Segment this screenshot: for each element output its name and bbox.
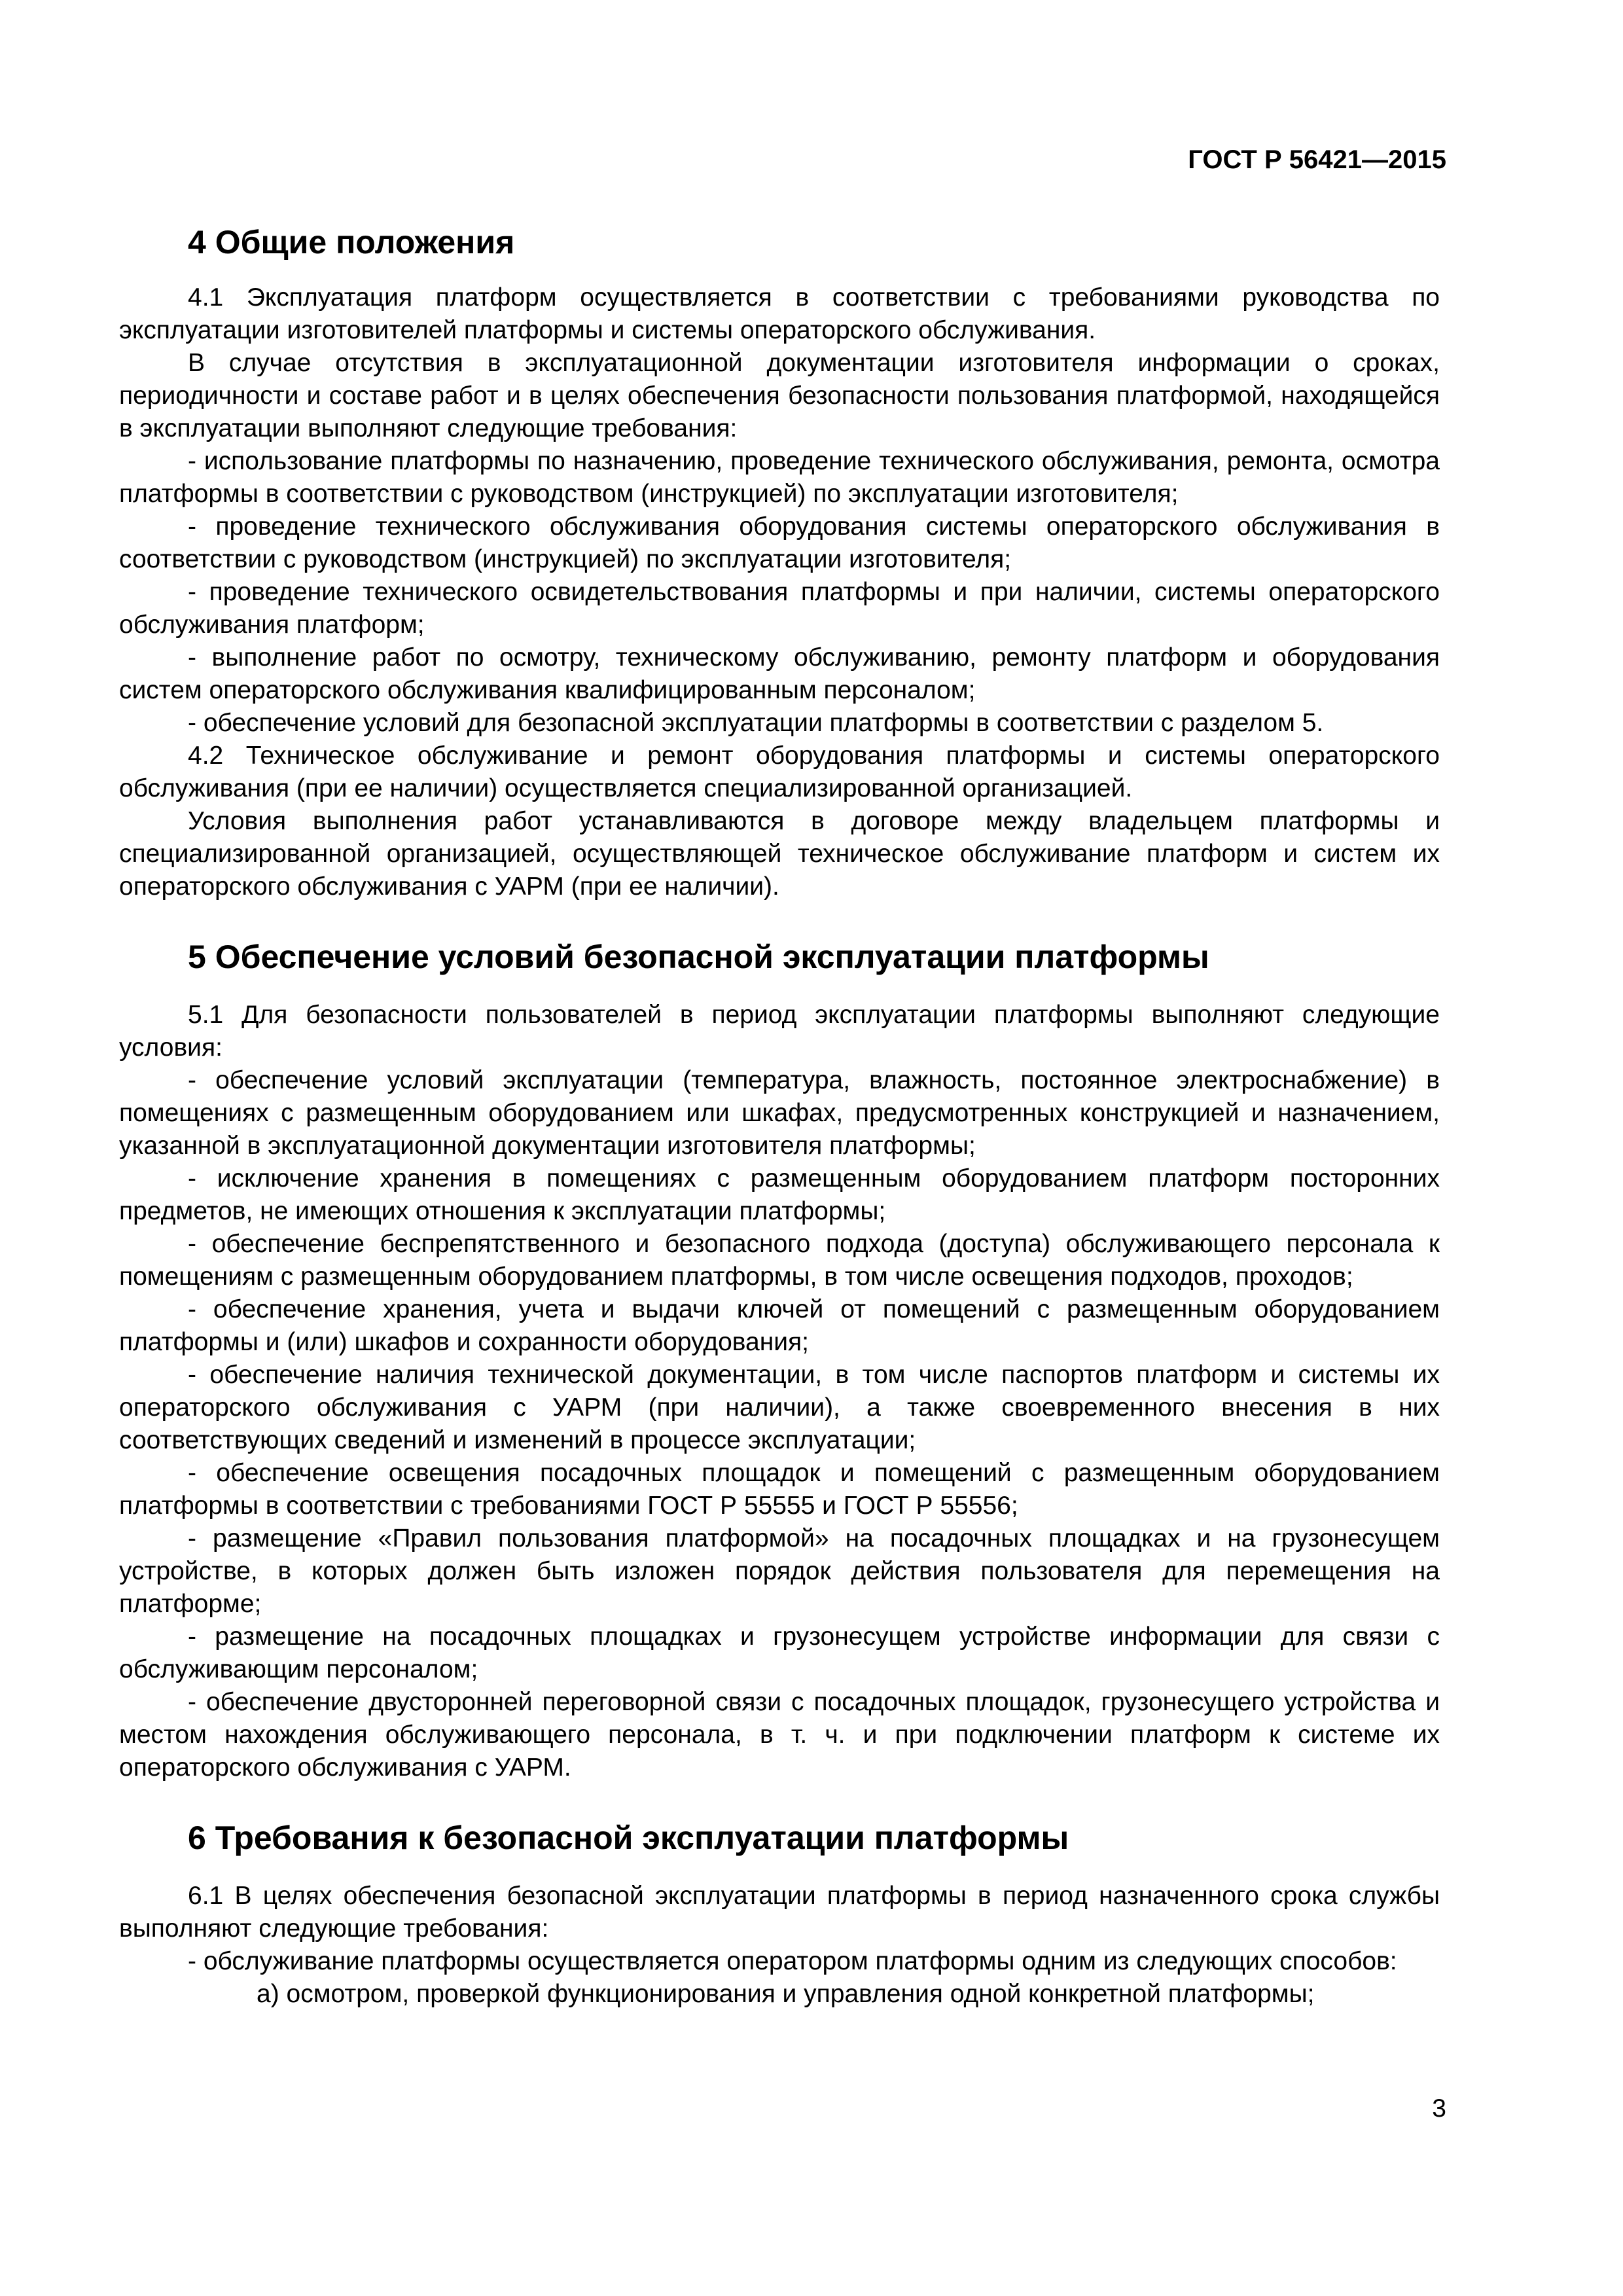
sub-list-item: а) осмотром, проверкой функционирования и управления одной конкретной платформы; (257, 1980, 1315, 2008)
list-item: - обеспечение хранения, учета и выдачи ключей от помещений с размещенным оборудованием платформы и (или) шкафов и сохранности оборудования; (119, 1295, 1440, 1356)
list-item: - размещение на посадочных площадках и грузонесущем устройстве информации для связи с обслуживающим персоналом; (119, 1623, 1440, 1683)
paragraph: В случае отсутствия в эксплуатационной документации изготовителя информации о сроках, периодичности и составе работ и в целях обеспечения безопасности пользования платформой, находящейся в эксплуатации выполняют следующие требования: (119, 349, 1440, 442)
section-4-heading: 4 Общие положения (188, 224, 515, 260)
page-number: 3 (1432, 2094, 1446, 2123)
list-item: - использование платформы по назначению, проведение технического обслуживания, ремонта, осмотра платформы в соответствии с руководством (инструкцией) по эксплуатации изготовителя; (119, 447, 1440, 508)
paragraph: 4.2 Техническое обслуживание и ремонт оборудования платформы и системы операторского обслуживания (при ее наличии) осуществляется специализированной организацией. (119, 742, 1440, 802)
list-item: - обслуживание платформы осуществляется оператором платформы одним из следующих способов: (188, 1947, 1397, 1975)
list-item: - проведение технического освидетельствования платформы и при наличии, системы операторского обслуживания платформ; (119, 578, 1440, 639)
section-6-heading: 6 Требования к безопасной эксплуатации платформы (188, 1820, 1069, 1856)
section-5-heading: 5 Обеспечение условий безопасной эксплуатации платформы (188, 939, 1209, 975)
list-item: - обеспечение беспрепятственного и безопасного подхода (доступа) обслуживающего персонала к помещениям с размещенным оборудованием платформы, в том числе освещения подходов, проходов; (119, 1230, 1440, 1291)
standard-code: ГОСТ Р 56421—2015 (1188, 145, 1446, 174)
list-item: - проведение технического обслуживания оборудования системы операторского обслуживания в соответствии с руководством (инструкцией) по эксплуатации изготовителя; (119, 512, 1440, 573)
paragraph: 5.1 Для безопасности пользователей в период эксплуатации платформы выполняют следующие условия: (119, 1001, 1440, 1062)
list-item: - обеспечение наличия технической документации, в том числе паспортов платформ и системы их операторского обслуживания с УАРМ (при наличии), а также своевременного внесения в них соответствующих сведений и изменений в процессе эксплуатации; (119, 1361, 1440, 1454)
list-item: - исключение хранения в помещениях с размещенным оборудованием платформ посторонних предметов, не имеющих отношения к эксплуатации платформы; (119, 1164, 1440, 1225)
list-item: - обеспечение двусторонней переговорной связи с посадочных площадок, грузонесущего устройства и местом нахождения обслуживающего персонала, в т. ч. и при подключении платформ к системе их операторского обслуживания с УАРМ. (119, 1688, 1440, 1782)
list-item: - обеспечение условий эксплуатации (температура, влажность, постоянное электроснабжение) в помещениях с размещенным оборудованием или шкафах, предусмотренных конструкцией и назначением, указанной в эксплуатационной документации изготовителя платформы; (119, 1066, 1440, 1160)
list-item: - размещение «Правил пользования платформой» на посадочных площадках и на грузонесущем устройстве, в которых должен быть изложен порядок действия пользователя для перемещения на платформе; (119, 1524, 1440, 1618)
paragraph: Условия выполнения работ устанавливаются в договоре между владельцем платформы и специализированной организацией, осуществляющей техническое обслуживание платформ и систем их операторского обслуживания с УАРМ (при ее наличии). (119, 807, 1440, 901)
paragraph: 4.1 Эксплуатация платформ осуществляется в соответствии с требованиями руководства по эксплуатации изготовителей платформы и системы операторского обслуживания. (119, 283, 1440, 344)
list-item: - выполнение работ по осмотру, техническому обслуживанию, ремонту платформ и оборудования систем операторского обслуживания квалифицированным персоналом; (119, 643, 1440, 704)
list-item: - обеспечение освещения посадочных площадок и помещений с размещенным оборудованием платформы в соответствии с требованиями ГОСТ Р 55555 и ГОСТ Р 55556; (119, 1459, 1440, 1520)
page-content (119, 223, 1440, 2011)
list-item: - обеспечение условий для безопасной эксплуатации платформы в соответствии с разделом 5. (188, 709, 1324, 737)
paragraph: 6.1 В целях обеспечения безопасной эксплуатации платформы в период назначенного срока службы выполняют следующие требования: (119, 1882, 1440, 1943)
